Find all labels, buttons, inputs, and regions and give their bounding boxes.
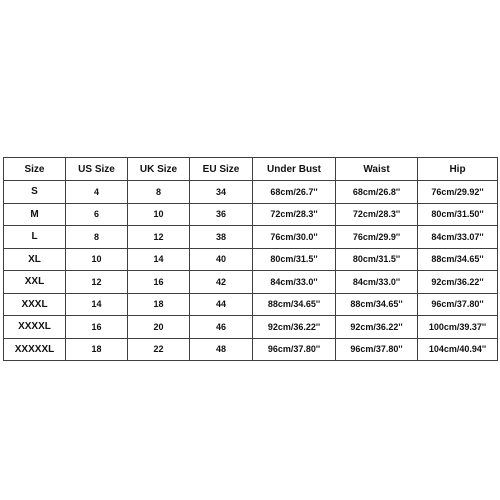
us-size-cell: 10 <box>66 248 128 271</box>
size-table <box>3 157 498 361</box>
us-size-cell: 12 <box>66 271 128 294</box>
under-bust-cell: 96cm/37.80'' <box>253 338 336 361</box>
table-row <box>4 293 498 316</box>
waist-cell: 68cm/26.8'' <box>336 181 418 204</box>
header-eu-size: EU Size <box>190 158 253 181</box>
uk-size-cell: 22 <box>128 338 190 361</box>
uk-size-cell: 20 <box>128 316 190 339</box>
us-size-cell: 4 <box>66 181 128 204</box>
header-under-bust: Under Bust <box>253 158 336 181</box>
size-cell: XXXXXL <box>4 338 66 361</box>
uk-size-cell: 14 <box>128 248 190 271</box>
waist-cell: 84cm/33.0'' <box>336 271 418 294</box>
waist-cell: 92cm/36.22'' <box>336 316 418 339</box>
under-bust-cell: 80cm/31.5'' <box>253 248 336 271</box>
hip-cell: 96cm/37.80'' <box>418 293 498 316</box>
under-bust-cell: 68cm/26.7'' <box>253 181 336 204</box>
hip-cell: 76cm/29.92'' <box>418 181 498 204</box>
size-cell: XXXXL <box>4 316 66 339</box>
eu-size-cell: 36 <box>190 203 253 226</box>
hip-cell: 100cm/39.37'' <box>418 316 498 339</box>
eu-size-cell: 44 <box>190 293 253 316</box>
waist-cell: 76cm/29.9'' <box>336 226 418 249</box>
hip-cell: 88cm/34.65'' <box>418 248 498 271</box>
waist-cell: 88cm/34.65'' <box>336 293 418 316</box>
eu-size-cell: 40 <box>190 248 253 271</box>
waist-cell: 96cm/37.80'' <box>336 338 418 361</box>
header-hip: Hip <box>418 158 498 181</box>
waist-cell: 72cm/28.3'' <box>336 203 418 226</box>
eu-size-cell: 46 <box>190 316 253 339</box>
us-size-cell: 6 <box>66 203 128 226</box>
header-row <box>4 158 498 181</box>
under-bust-cell: 84cm/33.0'' <box>253 271 336 294</box>
size-cell: M <box>4 203 66 226</box>
uk-size-cell: 12 <box>128 226 190 249</box>
table-row <box>4 271 498 294</box>
header-size: Size <box>4 158 66 181</box>
under-bust-cell: 76cm/30.0'' <box>253 226 336 249</box>
size-cell: XXL <box>4 271 66 294</box>
hip-cell: 80cm/31.50'' <box>418 203 498 226</box>
size-cell: XXXL <box>4 293 66 316</box>
table-row <box>4 181 498 204</box>
table-row <box>4 316 498 339</box>
size-chart <box>3 157 497 361</box>
hip-cell: 92cm/36.22'' <box>418 271 498 294</box>
waist-cell: 80cm/31.5'' <box>336 248 418 271</box>
uk-size-cell: 8 <box>128 181 190 204</box>
under-bust-cell: 92cm/36.22'' <box>253 316 336 339</box>
table-row <box>4 248 498 271</box>
us-size-cell: 14 <box>66 293 128 316</box>
under-bust-cell: 72cm/28.3'' <box>253 203 336 226</box>
eu-size-cell: 48 <box>190 338 253 361</box>
size-cell: L <box>4 226 66 249</box>
table-row <box>4 203 498 226</box>
uk-size-cell: 10 <box>128 203 190 226</box>
us-size-cell: 16 <box>66 316 128 339</box>
eu-size-cell: 38 <box>190 226 253 249</box>
hip-cell: 104cm/40.94'' <box>418 338 498 361</box>
header-waist: Waist <box>336 158 418 181</box>
table-row <box>4 226 498 249</box>
uk-size-cell: 16 <box>128 271 190 294</box>
eu-size-cell: 42 <box>190 271 253 294</box>
uk-size-cell: 18 <box>128 293 190 316</box>
hip-cell: 84cm/33.07'' <box>418 226 498 249</box>
us-size-cell: 8 <box>66 226 128 249</box>
size-cell: S <box>4 181 66 204</box>
table-row <box>4 338 498 361</box>
eu-size-cell: 34 <box>190 181 253 204</box>
us-size-cell: 18 <box>66 338 128 361</box>
under-bust-cell: 88cm/34.65'' <box>253 293 336 316</box>
header-uk-size: UK Size <box>128 158 190 181</box>
header-us-size: US Size <box>66 158 128 181</box>
size-cell: XL <box>4 248 66 271</box>
